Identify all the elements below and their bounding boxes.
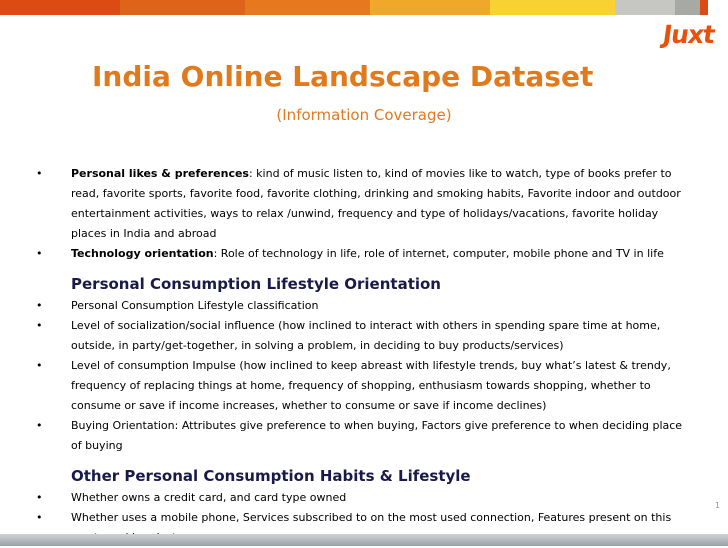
list-item [36,316,686,356]
list-item [36,488,686,508]
list-item [36,356,686,416]
color-segment [700,0,708,15]
item-text: Whether uses a mobile phone, Services subscribed to on the most used connection, Features present on this [71,511,672,524]
list-item [36,416,686,456]
bullet-icon: • [36,511,43,524]
section-heading: Personal Consumption Lifestyle Orientation [71,275,441,293]
slide-content [36,164,686,548]
item-text: Level of socialization/social influence (how inclined to interact with others in spending spare time at home, outside, in party/get-together, in solving a problem, in deciding to buy products/services) [71,319,661,352]
color-segment [0,0,120,15]
color-segment [675,0,700,15]
color-segment [120,0,245,15]
list-item [36,296,686,316]
page-title: India Online Landscape Dataset [92,60,594,93]
item-text: Level of consumption Impulse (how inclined to keep abreast with lifestyle trends, buy what’s latest & trendy, frequency of replacing things at home, frequency of shopping, enthusiasm towards shopping, whether to consume or save if income increases, whether to consume or save if income declines) [71,359,671,412]
item-text: : kind of music listen to, kind of movies like to watch, type of books prefer to read, favorite sports, favorite food, favorite clothing, drinking and smoking habits, Favorite indoor and outdoor entertainment activities, ways to relax /unwind, frequency and type of holidays/vacations, favorite holiday places in India and abroad [71,167,681,240]
bullet-icon: • [36,167,43,180]
section-heading: Other Personal Consumption Habits & Lifestyle [71,467,471,485]
item-text: : Role of technology in life, role of internet, computer, mobile phone and TV in life [213,247,664,260]
list-item [36,244,686,264]
page-number: 1 [714,501,720,510]
bullet-icon: • [36,319,43,332]
item-text: Whether owns a credit card, and card type owned [71,491,347,504]
color-segment [490,0,615,15]
bullet-icon: • [36,419,43,432]
color-segment [615,0,675,15]
bullet-icon: • [36,491,43,504]
list-item [36,164,686,244]
item-label: Personal likes & preferences [71,167,249,180]
page-subtitle: (Information Coverage) [276,106,452,124]
color-segment [245,0,370,15]
juxt-logo: Juxt [660,20,717,49]
color-segment [370,0,490,15]
item-text: Buying Orientation: Attributes give preference to when buying, Factors give preference to when deciding place of buying [71,419,683,452]
bullet-icon: • [36,359,43,372]
item-text: Personal Consumption Lifestyle classification [71,299,319,312]
bottom-bar [0,534,728,546]
top-color-bar [0,0,728,15]
item-label: Technology orientation [71,247,214,260]
bullet-icon: • [36,299,43,312]
bullet-icon: • [36,247,43,260]
